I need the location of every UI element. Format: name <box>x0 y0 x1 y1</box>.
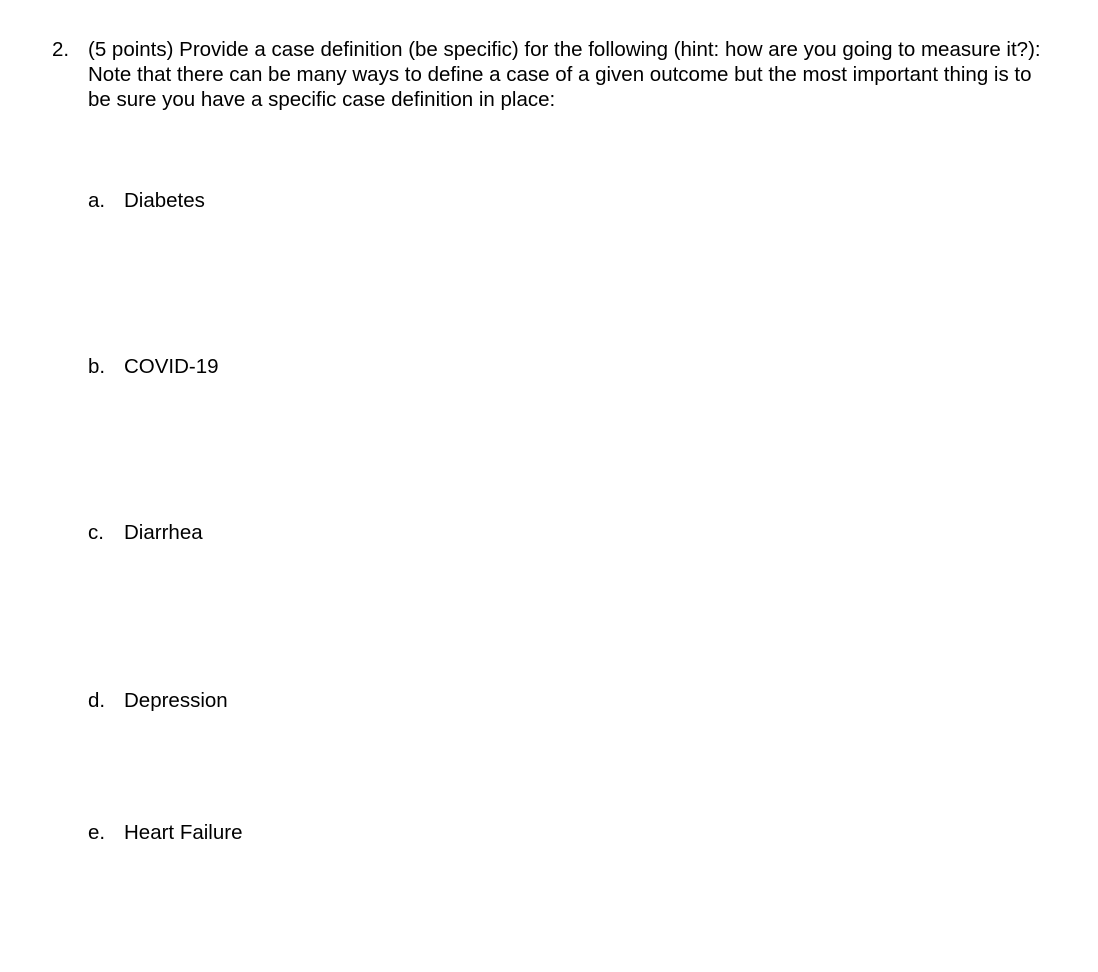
subitem-heart-failure <box>88 820 243 845</box>
subitem-covid-19 <box>88 354 219 379</box>
subitem-label: COVID-19 <box>124 355 219 378</box>
subitem-letter: b. <box>88 355 106 378</box>
subitem-label: Depression <box>124 689 228 712</box>
subitem-diarrhea <box>88 520 203 545</box>
question-text: (5 points) Provide a case definition (be specific) for the following (hint: how are you going to measure it?): Note that there can be many ways to define a case of a given outcome but the most important thing is to be sure you have a specific case definition in place: <box>88 38 1041 111</box>
subitem-letter: e. <box>88 821 106 844</box>
subitem-label: Diarrhea <box>124 521 203 544</box>
subitem-letter: c. <box>88 521 104 544</box>
subitem-letter: a. <box>88 189 106 212</box>
question-number: 2. <box>52 38 70 61</box>
subitem-depression <box>88 688 228 713</box>
subitem-label: Diabetes <box>124 189 205 212</box>
question-2 <box>52 37 1052 112</box>
subitem-letter: d. <box>88 689 106 712</box>
subitem-label: Heart Failure <box>124 821 243 844</box>
subitem-diabetes <box>88 188 205 213</box>
